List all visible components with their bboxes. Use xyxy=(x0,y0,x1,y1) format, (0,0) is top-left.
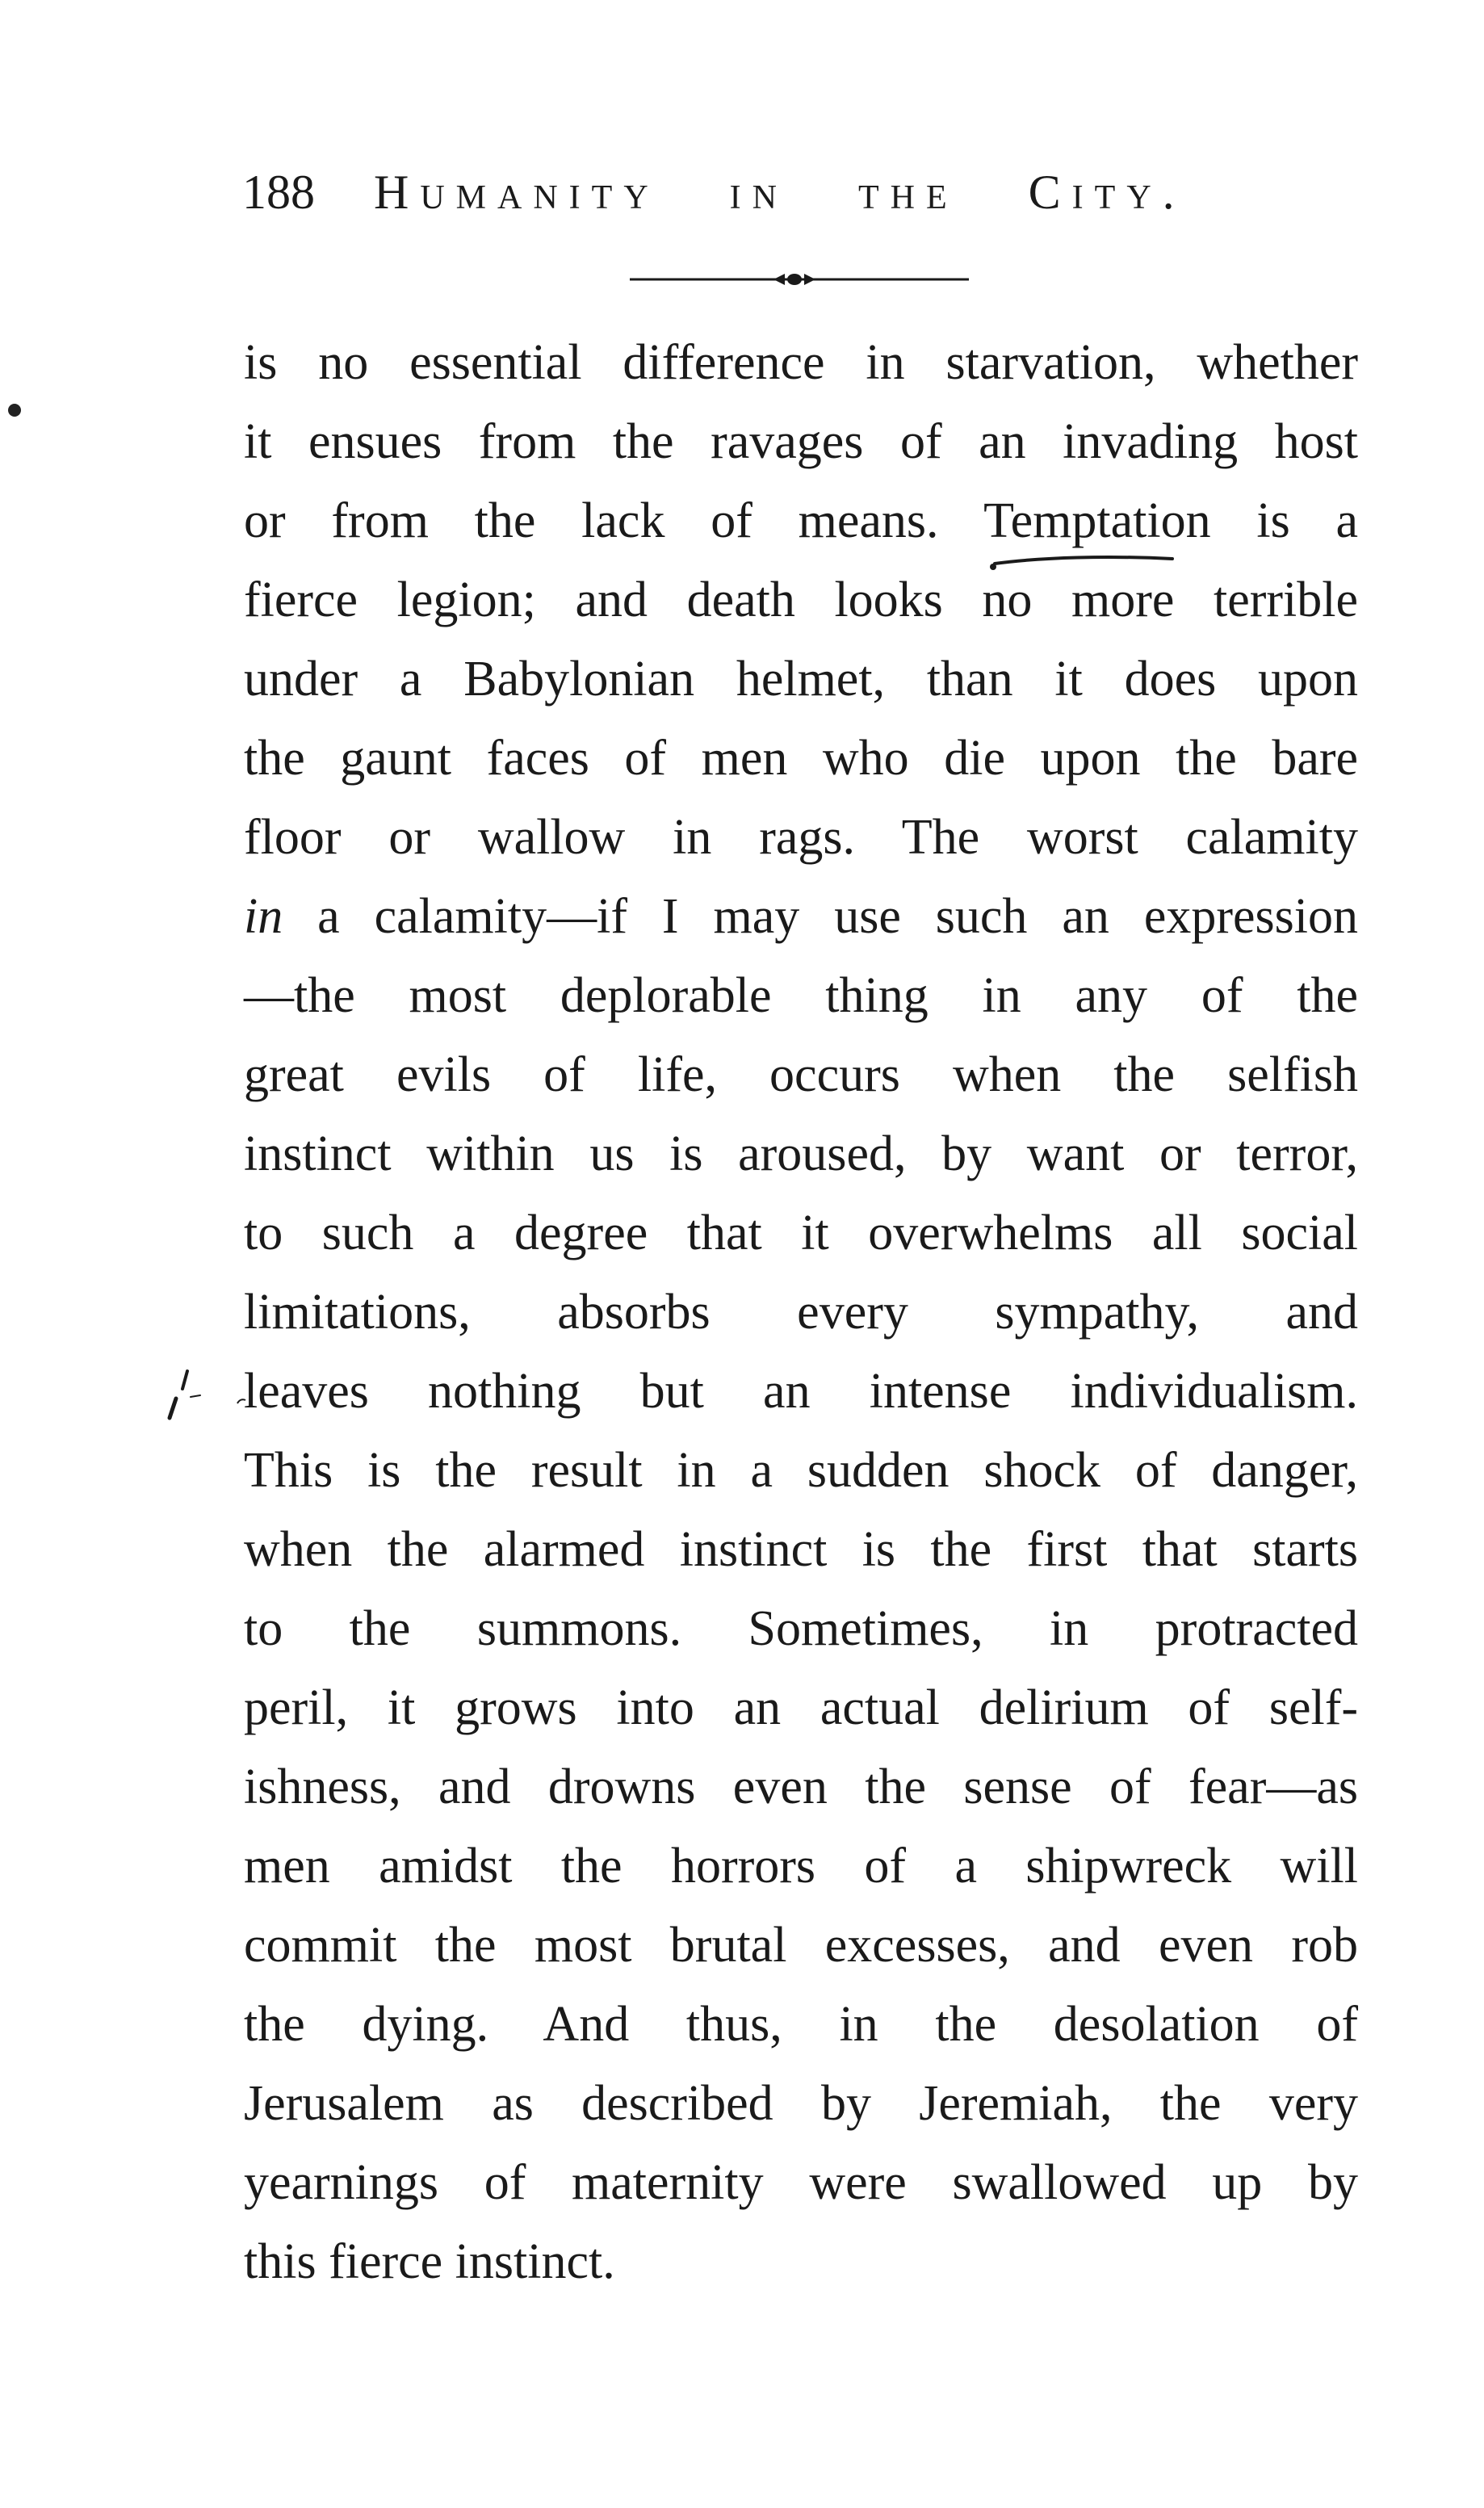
text-line: limitations, absorbs every sympathy, and xyxy=(244,1285,1358,1340)
text-line: when the alarmed instinct is the first that starts xyxy=(244,1522,1358,1577)
running-title-word: the xyxy=(857,166,958,219)
text-line: Jerusalem as described by Jeremiah, the very xyxy=(244,2076,1358,2131)
text-line: is no essential difference in starvation, whether xyxy=(244,335,1358,390)
text-line: commit the most brutal excesses, and even rob xyxy=(244,1918,1358,1973)
text-line: —the most deplorable thing in any of the xyxy=(244,968,1358,1023)
text-line: instinct within us is aroused, by want or terror, xyxy=(244,1126,1358,1181)
text-line: the gaunt faces of men who die upon the bare xyxy=(244,731,1358,786)
text-line: fierce legion; and death looks no more terrible xyxy=(244,572,1358,627)
page-header xyxy=(242,160,1251,224)
text-line: the dying. And thus, in the desolation of xyxy=(244,1997,1358,2052)
italic-word: in xyxy=(244,889,283,944)
handwritten-underline-mark xyxy=(979,549,1188,573)
running-title xyxy=(374,160,1186,224)
text-line: this fierce instinct. xyxy=(244,2234,615,2289)
stray-ink-dot xyxy=(8,404,21,417)
running-title-word: City. xyxy=(1028,166,1186,219)
text-line: it ensues from the ravages of an invading host xyxy=(244,414,1358,469)
text-line: This is the result in a sudden shock of danger, xyxy=(244,1443,1358,1498)
text-line: to the summons. Sometimes, in protracted xyxy=(244,1601,1358,1656)
text-line: men amidst the horrors of a shipwreck will xyxy=(244,1839,1358,1894)
text-line: ishness, and drowns even the sense of fear—as xyxy=(244,1759,1358,1814)
running-title-word: Humanity xyxy=(374,166,660,219)
text-line: or from the lack of means. Temptation is a xyxy=(244,493,1358,548)
handwritten-margin-mark xyxy=(158,1365,247,1453)
running-title-word: in xyxy=(729,166,788,219)
text-line: in a calamity—if I may use such an expression xyxy=(244,889,1358,944)
text-line: to such a degree that it overwhelms all social xyxy=(244,1206,1358,1260)
text-line: great evils of life, occurs when the selfish xyxy=(244,1047,1358,1102)
text-line: under a Babylonian helmet, than it does upon xyxy=(244,652,1358,707)
body-text xyxy=(244,323,1358,2301)
page-number: 188 xyxy=(242,166,315,219)
text-line: floor or wallow in rags. The worst calamity xyxy=(244,810,1358,865)
text-line: yearnings of maternity were swallowed up by xyxy=(244,2155,1358,2210)
text-line: leaves nothing but an intense individualism. xyxy=(244,1364,1358,1419)
text-line: peril, it grows into an actual delirium of self- xyxy=(244,1680,1358,1735)
header-ornament-rule xyxy=(630,270,969,289)
